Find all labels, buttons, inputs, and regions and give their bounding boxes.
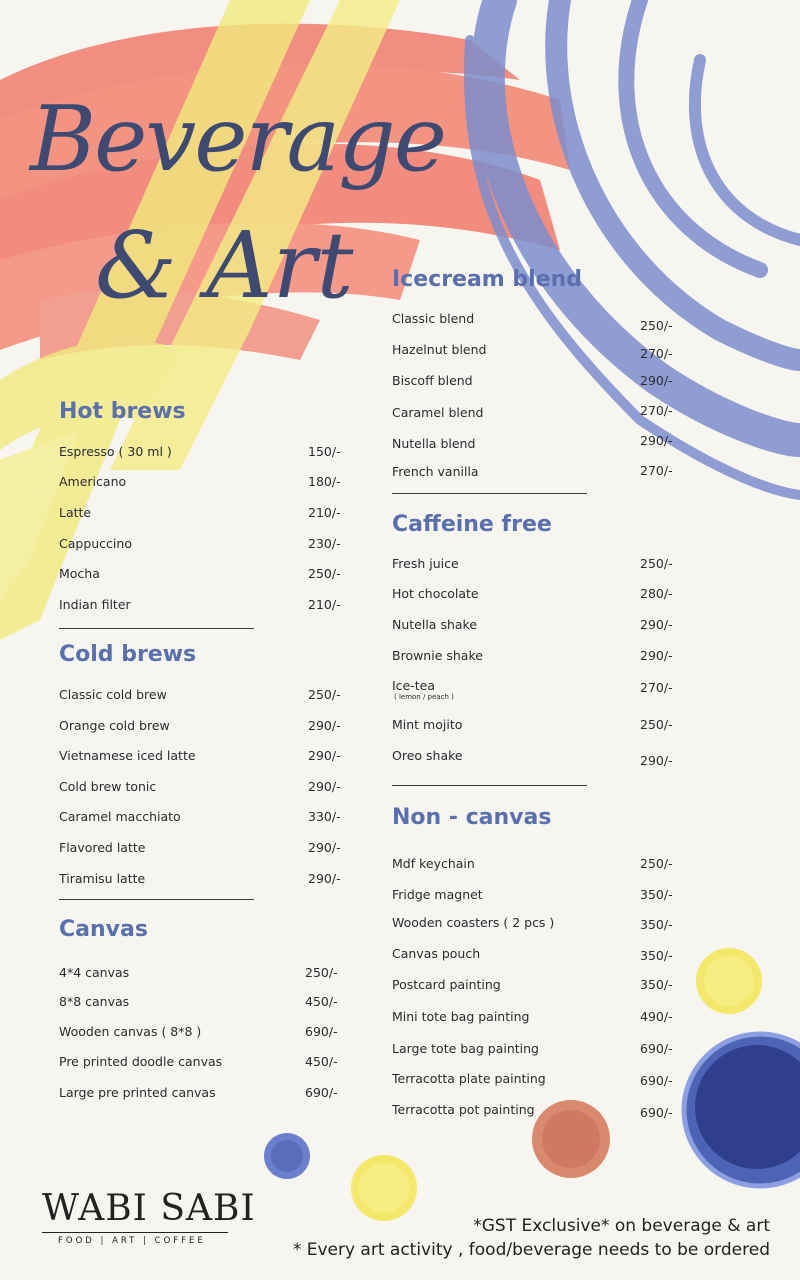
menu-item-price: 690/- bbox=[640, 1105, 673, 1120]
menu-item-price: 290/- bbox=[308, 748, 341, 763]
menu-item-price: 350/- bbox=[640, 887, 673, 902]
divider bbox=[392, 785, 587, 786]
logo-underline bbox=[42, 1232, 228, 1233]
menu-item-name: Nutella shake bbox=[392, 617, 478, 632]
menu-item-name: Orange cold brew bbox=[59, 718, 170, 733]
menu-item-name: Large pre printed canvas bbox=[59, 1085, 216, 1100]
menu-item-name: Caramel blend bbox=[392, 405, 484, 420]
menu-item-price: 290/- bbox=[640, 433, 673, 448]
menu-item-price: 290/- bbox=[640, 617, 673, 632]
menu-item-name: Vietnamese iced latte bbox=[59, 748, 196, 763]
menu-item-name: Nutella blend bbox=[392, 436, 476, 451]
menu-item-name: Large tote bag painting bbox=[392, 1041, 539, 1056]
menu-item-price: 280/- bbox=[640, 586, 673, 601]
brand-logo bbox=[42, 1188, 256, 1246]
menu-item-name: Indian filter bbox=[59, 597, 131, 612]
menu-item-name: Pre printed doodle canvas bbox=[59, 1054, 223, 1069]
menu-item-name: Wooden coasters ( 2 pcs ) bbox=[392, 915, 555, 930]
menu-item-name: French vanilla bbox=[392, 464, 479, 479]
brand-tagline: FOOD | ART | COFFEE bbox=[58, 1236, 206, 1246]
page-title-line2: & Art bbox=[95, 212, 354, 319]
menu-item-note: ( lemon / peach ) bbox=[394, 693, 454, 701]
menu-item-name: Americano bbox=[59, 474, 127, 489]
menu-item-price: 450/- bbox=[305, 1054, 338, 1069]
menu-item-name: Tiramisu latte bbox=[59, 871, 146, 886]
menu-item-name: Fridge magnet bbox=[392, 887, 483, 902]
menu-item-name: Latte bbox=[59, 505, 92, 520]
cold-brews-title: Cold brews bbox=[59, 642, 197, 667]
menu-item-name: Flavored latte bbox=[59, 840, 146, 855]
menu-item-name: Cold brew tonic bbox=[59, 779, 157, 794]
menu-item-price: 350/- bbox=[640, 917, 673, 932]
menu-item-price: 210/- bbox=[308, 505, 341, 520]
divider bbox=[59, 628, 254, 629]
menu-item-name: Oreo shake bbox=[392, 748, 463, 763]
menu-item-price: 290/- bbox=[308, 779, 341, 794]
menu-item-price: 270/- bbox=[640, 346, 673, 361]
menu-item-name: Caramel macchiato bbox=[59, 809, 181, 824]
menu-item-name: 4*4 canvas bbox=[59, 965, 130, 980]
menu-item-price: 490/- bbox=[640, 1009, 673, 1024]
menu-item-price: 290/- bbox=[640, 373, 673, 388]
menu-item-name: Brownie shake bbox=[392, 648, 483, 663]
menu-item-price: 290/- bbox=[640, 753, 673, 768]
menu-item-name: Fresh juice bbox=[392, 556, 459, 571]
menu-item-name: Wooden canvas ( 8*8 ) bbox=[59, 1024, 202, 1039]
menu-item-price: 250/- bbox=[308, 566, 341, 581]
menu-item-price: 230/- bbox=[308, 536, 341, 551]
menu-item-price: 290/- bbox=[308, 840, 341, 855]
non-canvas-title: Non - canvas bbox=[392, 805, 552, 830]
menu-item-name: Espresso ( 30 ml ) bbox=[59, 444, 172, 459]
menu-item-price: 270/- bbox=[640, 680, 673, 695]
menu-item-name: Hot chocolate bbox=[392, 586, 479, 601]
menu-item-name: Mint mojito bbox=[392, 717, 463, 732]
menu-item-name: Canvas pouch bbox=[392, 946, 481, 961]
canvas-title: Canvas bbox=[59, 917, 148, 942]
menu-item-name: Postcard painting bbox=[392, 977, 501, 992]
menu-item-price: 150/- bbox=[308, 444, 341, 459]
menu-item-price: 270/- bbox=[640, 463, 673, 478]
menu-item-price: 350/- bbox=[640, 977, 673, 992]
icecream-blend-title: Icecream blend bbox=[392, 267, 583, 292]
menu-item-price: 250/- bbox=[640, 717, 673, 732]
hot-brews-title: Hot brews bbox=[59, 399, 186, 424]
menu-item-name: Mocha bbox=[59, 566, 100, 581]
menu-item-name: Terracotta pot painting bbox=[392, 1102, 535, 1117]
menu-item-name: 8*8 canvas bbox=[59, 994, 130, 1009]
page-title-line1: Beverage bbox=[30, 87, 446, 192]
menu-item-name: Mini tote bag painting bbox=[392, 1009, 530, 1024]
menu-item-price: 270/- bbox=[640, 403, 673, 418]
menu-item-name: Cappuccino bbox=[59, 536, 132, 551]
menu-item-name: Ice-tea bbox=[392, 678, 436, 693]
menu-item-price: 250/- bbox=[305, 965, 338, 980]
menu-item-price: 250/- bbox=[640, 856, 673, 871]
menu-item-price: 350/- bbox=[640, 948, 673, 963]
menu-item-price: 290/- bbox=[640, 648, 673, 663]
menu-item-price: 450/- bbox=[305, 994, 338, 1009]
divider bbox=[59, 899, 254, 900]
gst-note: *GST Exclusive* on beverage & art bbox=[473, 1216, 770, 1236]
menu-item-price: 690/- bbox=[640, 1041, 673, 1056]
caffeine-free-title: Caffeine free bbox=[392, 512, 552, 537]
menu-item-price: 690/- bbox=[305, 1024, 338, 1039]
menu-item-price: 290/- bbox=[308, 718, 341, 733]
menu-item-name: Hazelnut blend bbox=[392, 342, 487, 357]
brand-name: WABI SABI bbox=[42, 1188, 256, 1229]
menu-item-name: Terracotta plate painting bbox=[392, 1071, 546, 1086]
menu-item-name: Classic cold brew bbox=[59, 687, 167, 702]
menu-item-price: 250/- bbox=[640, 318, 673, 333]
menu-item-price: 690/- bbox=[305, 1085, 338, 1100]
divider bbox=[392, 493, 587, 494]
menu-item-price: 330/- bbox=[308, 809, 341, 824]
menu-item-price: 210/- bbox=[308, 597, 341, 612]
menu-item-price: 690/- bbox=[640, 1073, 673, 1088]
order-note: * Every art activity , food/beverage needs to be ordered bbox=[292, 1240, 770, 1260]
menu-item-name: Biscoff blend bbox=[392, 373, 473, 388]
menu-item-price: 180/- bbox=[308, 474, 341, 489]
menu-item-name: Classic blend bbox=[392, 311, 475, 326]
menu-item-price: 250/- bbox=[308, 687, 341, 702]
menu-item-name: Mdf keychain bbox=[392, 856, 475, 871]
menu-item-price: 290/- bbox=[308, 871, 341, 886]
menu-item-price: 250/- bbox=[640, 556, 673, 571]
